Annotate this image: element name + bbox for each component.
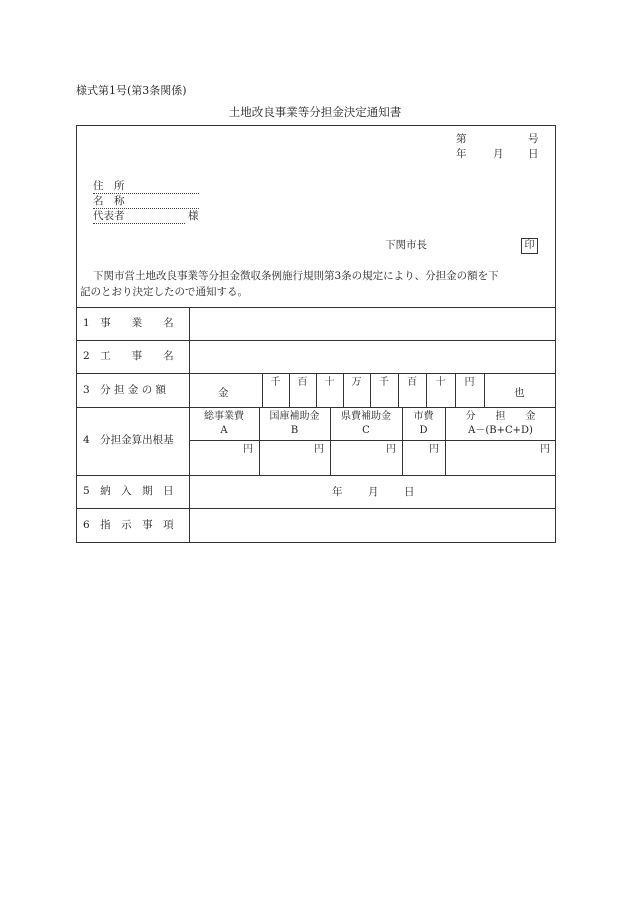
row-label-project: 1 事 業 名 bbox=[83, 317, 174, 329]
basis-yen-total-cost: 円 bbox=[243, 444, 253, 455]
basis-header-national-subsidy: 国庫補助金 bbox=[269, 411, 320, 422]
table-top-rule bbox=[76, 307, 556, 308]
address-label: 住 所 bbox=[93, 180, 125, 192]
row-label-period: 5 納 入 期 日 bbox=[83, 485, 174, 497]
amount-unit-sen: 千 bbox=[379, 377, 389, 388]
amount-unit-hyaku: 百 bbox=[297, 377, 308, 388]
basis-header-total-cost-symbol: A bbox=[220, 425, 228, 436]
document-title: 土地改良事業等分担金決定通知書 bbox=[228, 105, 402, 119]
amount-unit-yen: 円 bbox=[464, 377, 475, 388]
row-divider bbox=[76, 475, 556, 476]
basis-header-city-cost: 市費 bbox=[413, 411, 434, 422]
issuer-name: 下関市長 bbox=[385, 239, 427, 251]
basis-header-prefectural-subsidy: 県費補助金 bbox=[341, 411, 391, 422]
basis-header-total-cost: 総事業費 bbox=[204, 411, 244, 422]
representative-label: 代表者 bbox=[93, 210, 125, 222]
issue-date-year: 年 bbox=[456, 148, 467, 160]
amount-kin: 金 bbox=[218, 387, 229, 399]
honorific-sama: 様 bbox=[188, 210, 199, 222]
name-field bbox=[93, 196, 199, 209]
row-divider bbox=[76, 340, 556, 341]
amount-suffix-nari: 也 bbox=[514, 387, 525, 399]
period-day: 日 bbox=[404, 486, 415, 498]
basis-header-share-formula: A－(B+C+D) bbox=[468, 425, 533, 436]
basis-yen-share: 円 bbox=[540, 444, 550, 455]
amount-unit-man: 万 bbox=[351, 377, 362, 388]
amount-unit-juu: 十 bbox=[435, 377, 446, 388]
basis-header-prefectural-subsidy-symbol: C bbox=[362, 425, 370, 436]
issue-date-month: 月 bbox=[493, 148, 504, 160]
amount-unit-sen: 千 bbox=[270, 377, 281, 388]
basis-yen-prefectural-subsidy: 円 bbox=[386, 444, 396, 455]
row-label-amount: 3 分 担 金 の 額 bbox=[83, 384, 167, 396]
label-column-divider bbox=[189, 307, 190, 543]
row-divider bbox=[76, 508, 556, 509]
body-text-line1: 下関市営土地改良事業等分担金徴収条例施行規則第3条の規定により、分担金の額を下 bbox=[93, 270, 499, 282]
row-label-basis: 4 分担金算出根基 bbox=[83, 434, 174, 446]
basis-header-share: 分 担 金 bbox=[465, 411, 536, 422]
basis-header-national-subsidy-symbol: B bbox=[290, 425, 299, 436]
row-label-work: 2 工 事 名 bbox=[83, 350, 174, 362]
basis-yen-national-subsidy: 円 bbox=[314, 444, 324, 455]
basis-yen-city-cost: 円 bbox=[429, 444, 439, 455]
address-field bbox=[93, 181, 199, 194]
issue-number-prefix: 第 bbox=[456, 133, 467, 145]
issue-date-day: 日 bbox=[528, 148, 539, 160]
form-number-label: 様式第1号(第3条関係) bbox=[76, 84, 187, 97]
representative-field bbox=[93, 211, 185, 224]
basis-header-city-cost-symbol: D bbox=[419, 425, 428, 436]
amount-unit-hyaku: 百 bbox=[407, 377, 417, 388]
row-label-instructions: 6 指 示 事 項 bbox=[83, 519, 174, 531]
amount-cell-divider bbox=[484, 373, 485, 407]
row-divider bbox=[76, 407, 556, 408]
body-text-line2: 記のとおり決定したので通知する。 bbox=[80, 286, 248, 298]
seal-mark: 印 bbox=[521, 238, 538, 254]
period-year: 年 bbox=[332, 486, 343, 498]
issue-number-suffix: 号 bbox=[528, 133, 539, 145]
basis-inner-divider bbox=[189, 440, 556, 441]
amount-unit-juu: 十 bbox=[324, 377, 335, 388]
period-month: 月 bbox=[368, 486, 379, 498]
name-label: 名 称 bbox=[93, 195, 125, 207]
